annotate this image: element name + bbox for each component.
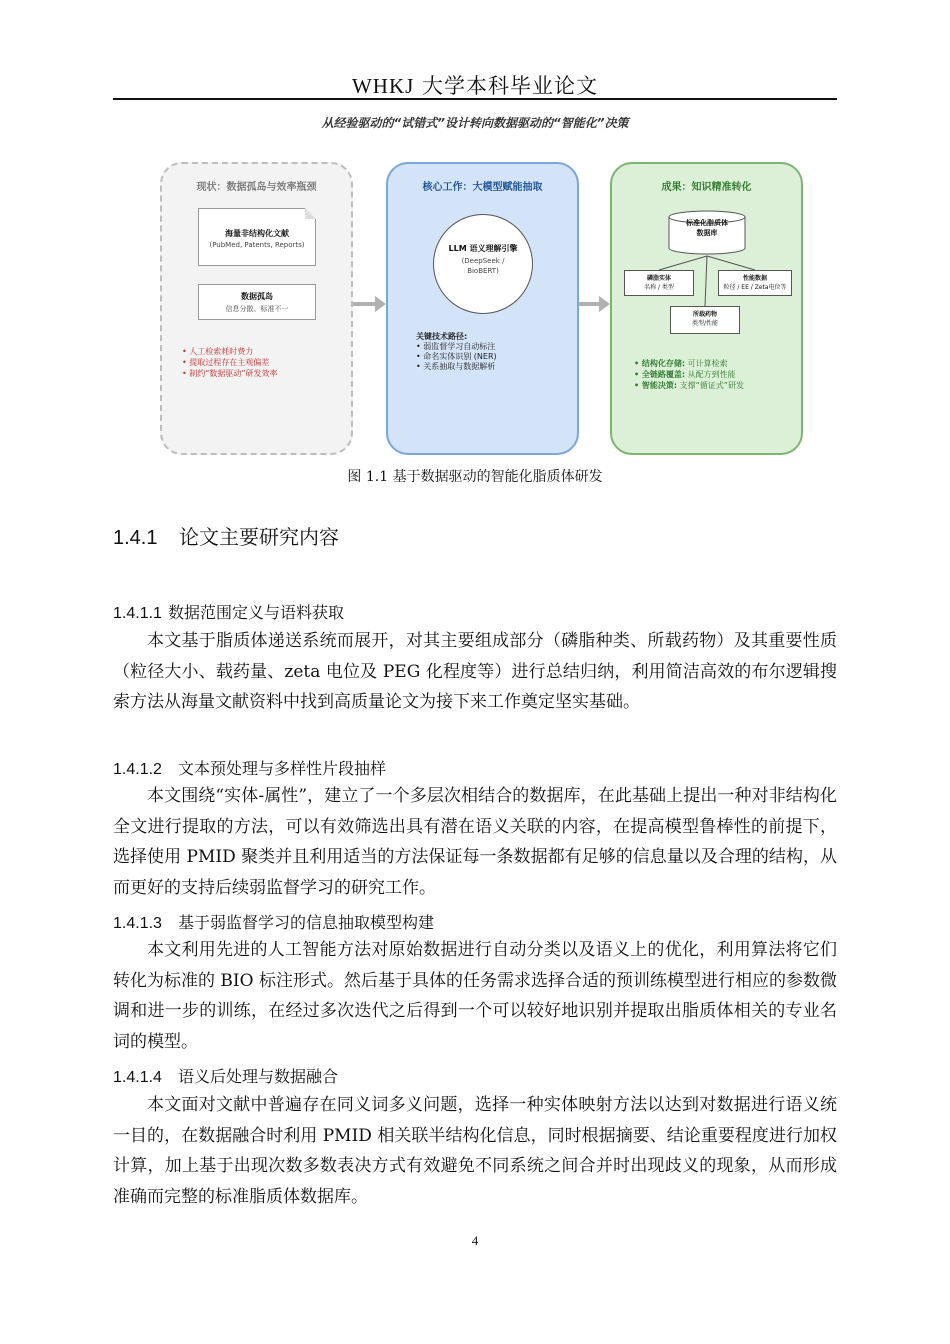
panel-left-title: 现状：数据孤岛与效率瓶颈 <box>196 182 317 193</box>
drug-sub: 类型/性能 <box>691 320 719 327</box>
tech-path-item: • 弱监督学习自动标注 <box>416 342 496 351</box>
panel-right-title: 成果：知识精准转化 <box>661 182 752 193</box>
header-rule <box>113 98 837 100</box>
result-value: 支撑“循证式”研发 <box>679 381 744 390</box>
result-list <box>634 358 744 391</box>
panel-current-state <box>160 162 353 455</box>
document-fold-icon <box>305 208 316 219</box>
problem-list <box>182 346 278 379</box>
paragraph: 本文围绕“实体-属性”，建立了一个多层次相结合的数据库，在此基础上提出一种对非结构化全文进行提取的方法，可以有效筛选出具有潜在语义关联的内容，在提高模型鲁棒性的前提下，选择使用 PMID 聚类并且利用适当的方法保证每一条数据都有足够的信息量以及合理的结构，从而更好的支持后续弱监督学习的研究工作。 <box>113 786 837 898</box>
subsection-number: 1.4.1.4 <box>113 1069 162 1086</box>
database-label-line2: 数据库 <box>696 229 718 237</box>
subsection-heading <box>113 1064 338 1087</box>
result-key: • 全链路覆盖: <box>634 370 686 379</box>
tech-path <box>416 332 497 372</box>
property-data-box <box>718 270 792 296</box>
subsection-heading <box>113 910 434 933</box>
database-label-line1: 标准化脂质体 <box>686 219 728 227</box>
paragraph: 本文面对文献中普遍存在同义词多义问题，选择一种实体映射方法以达到对数据进行语义统一目的，在数据融合时利用 PMID 相关联半结构化信息，同时根据摘要、结论重要程度进行加权计算，加上基于出现次数多数表决方式有效避免不同系统之间合并时出现歧义的现象，从而形成准确而完整的标准脂质体数据库。 <box>113 1095 837 1207</box>
result-key: • 结构化存储: <box>634 359 686 368</box>
property-sub: 粒径 / EE / Zeta电位等 <box>723 284 787 291</box>
llm-engine-title: LLM 语义理解引擎 <box>448 244 518 253</box>
drug-box <box>670 306 740 334</box>
result-value: 可计算检索 <box>687 359 728 368</box>
subsection-title: 文本预处理与多样性片段抽样 <box>177 759 386 778</box>
phospholipid-sub: 名称 / 类型 <box>644 284 674 291</box>
llm-engine-circle <box>433 214 533 314</box>
document-box <box>198 208 316 266</box>
header-latin: WHKJ <box>351 74 415 98</box>
llm-engine-sub2: BioBERT) <box>467 267 499 275</box>
drug-title: 所载药物 <box>692 311 717 318</box>
problem-item: • 制约“数据驱动”研发效率 <box>182 369 278 378</box>
subsection-number: 1.4.1.1 <box>113 605 162 622</box>
phospholipid-entity-box <box>624 270 694 296</box>
page-number: 4 <box>471 1233 479 1248</box>
subsection-heading <box>113 600 344 623</box>
result-item <box>634 369 744 380</box>
panel-mid-title: 核心工作：大模型赋能抽取 <box>422 182 543 193</box>
subsection-title: 数据范围定义与语料获取 <box>167 603 344 622</box>
subsection-heading <box>113 756 386 779</box>
document-box-title: 海量非结构化文献 <box>225 229 289 238</box>
paragraph: 本文利用先进的人工智能方法对原始数据进行自动分类以及语义上的优化，利用算法将它们转化为标准的 BIO 标注形式。然后基于具体的任务需求选择合适的预训练模型进行相应的参数微调和进一步的训练，在经过多次迭代之后得到一个可以较好地识别并提取出脂质体相关的专业名词的模型。 <box>113 940 837 1052</box>
page-header <box>113 70 837 100</box>
llm-engine-sub1: (DeepSeek / <box>461 257 505 265</box>
result-value: 从配方到性能 <box>687 370 736 379</box>
result-item <box>634 380 744 391</box>
result-key: • 智能决策: <box>634 381 678 390</box>
subsection-number: 1.4.1.2 <box>113 761 162 778</box>
result-item <box>634 358 744 369</box>
data-island-title: 数据孤岛 <box>241 292 273 301</box>
property-title: 性能数据 <box>742 275 767 282</box>
arrow-right-icon <box>579 296 610 312</box>
subsection-title: 基于弱监督学习的信息抽取模型构建 <box>177 913 434 932</box>
tech-path-item: • 命名实体识别 (NER) <box>416 352 497 361</box>
document-box-sub: (PubMed, Patents, Reports) <box>209 241 305 249</box>
figure-caption: 图 1.1 基于数据驱动的智能化脂质体研发 <box>347 469 603 485</box>
figure-title: 从经验驱动的“试错式”设计转向数据驱动的“智能化”决策 <box>321 116 629 130</box>
tech-path-title: 关键技术路径: <box>416 332 468 341</box>
section-title: 论文主要研究内容 <box>179 525 339 549</box>
phospholipid-title: 磷脂实体 <box>646 275 671 282</box>
section-number: 1.4.1 <box>113 527 158 549</box>
problem-item: • 提取过程存在主观偏差 <box>182 358 270 367</box>
data-island-box <box>198 284 316 320</box>
panel-results <box>610 162 803 455</box>
arrow-right-icon <box>353 296 386 312</box>
tech-path-item: • 关系抽取与数据解析 <box>416 362 496 371</box>
problem-item: • 人工检索耗时费力 <box>182 347 254 356</box>
subsection-title: 语义后处理与数据融合 <box>177 1067 338 1086</box>
paragraph: 本文基于脂质体递送系统而展开，对其主要组成部分（磷脂种类、所载药物）及其重要性质（粒径大小、载药量、zeta 电位及 PEG 化程度等）进行总结归纳，利用简洁高效的布尔逻辑搜索方法从海量文献资料中找到高质量论文为接下来工作奠定坚实基础。 <box>113 631 837 712</box>
subsection-number: 1.4.1.3 <box>113 915 162 932</box>
header-cjk: 大学本科毕业论文 <box>422 74 598 98</box>
section-heading <box>113 521 339 550</box>
panel-core-work <box>386 162 579 455</box>
data-island-sub: 信息分散、标准不一 <box>225 305 289 313</box>
